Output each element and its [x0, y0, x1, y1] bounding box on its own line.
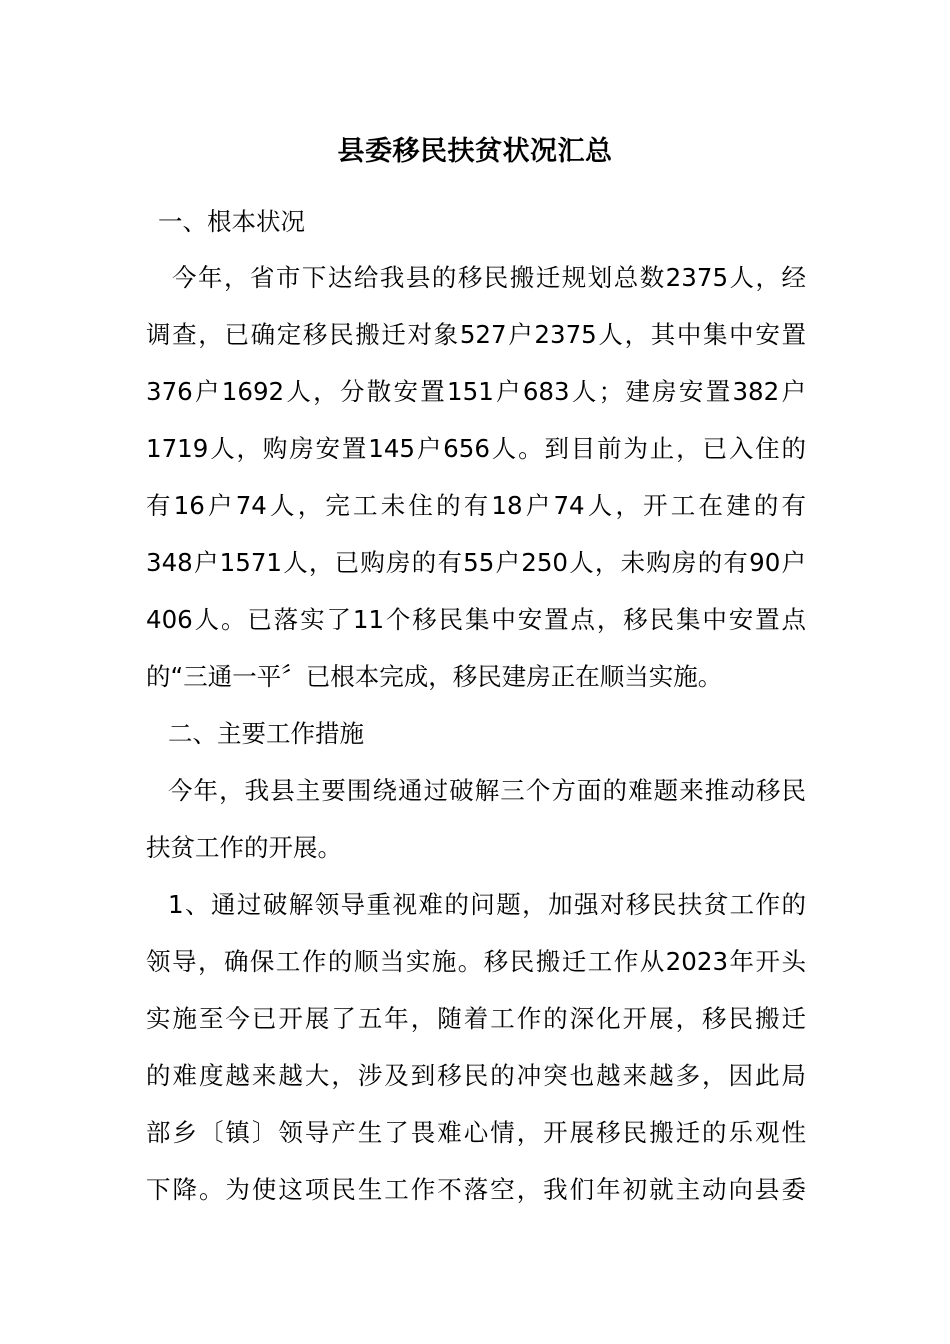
paragraph-line: 1719人，购房安置145户656人。到目前为止，已入住的	[146, 434, 806, 463]
paragraph-line: 1、通过破解领导重视难的问题，加强对移民扶贫工作的	[168, 890, 806, 919]
paragraph-line: 调查，已确定移民搬迁对象527户2375人，其中集中安置	[146, 320, 806, 349]
paragraph-line: 下降。为使这项民生工作不落空，我们年初就主动向县委	[146, 1175, 806, 1204]
paragraph-line: 扶贫工作的开展。	[146, 833, 342, 862]
paragraph-line: 的难度越来越大，涉及到移民的冲突也越来越多，因此局	[146, 1061, 806, 1090]
paragraph-line: 实施至今已开展了五年，随着工作的深化开展，移民搬迁	[146, 1004, 806, 1033]
paragraph-line: 有16户74人，完工未住的有18户74人，开工在建的有	[146, 491, 806, 520]
paragraph-line: 348户1571人，已购房的有55户250人，未购房的有90户	[146, 548, 806, 577]
paragraph-line: 的“三通一平〞已根本完成，移民建房正在顺当实施。	[146, 662, 723, 691]
paragraph-line: 376户1692人，分散安置151户683人；建房安置382户	[146, 377, 806, 406]
section-heading-1: 一、根本状况	[158, 207, 305, 236]
paragraph-line: 今年，我县主要围绕通过破解三个方面的难题来推动移民	[168, 776, 806, 805]
document-title: 县委移民扶贫状况汇总	[337, 136, 613, 167]
section-heading-2: 二、主要工作措施	[168, 719, 364, 748]
paragraph-line: 今年，省市下达给我县的移民搬迁规划总数2375人，经	[172, 263, 806, 292]
paragraph-line: 部乡〔镇〕领导产生了畏难心情，开展移民搬迁的乐观性	[146, 1118, 806, 1147]
paragraph-line: 406人。已落实了11个移民集中安置点，移民集中安置点	[146, 605, 806, 634]
paragraph-line: 领导，确保工作的顺当实施。移民搬迁工作从2023年开头	[146, 947, 806, 976]
